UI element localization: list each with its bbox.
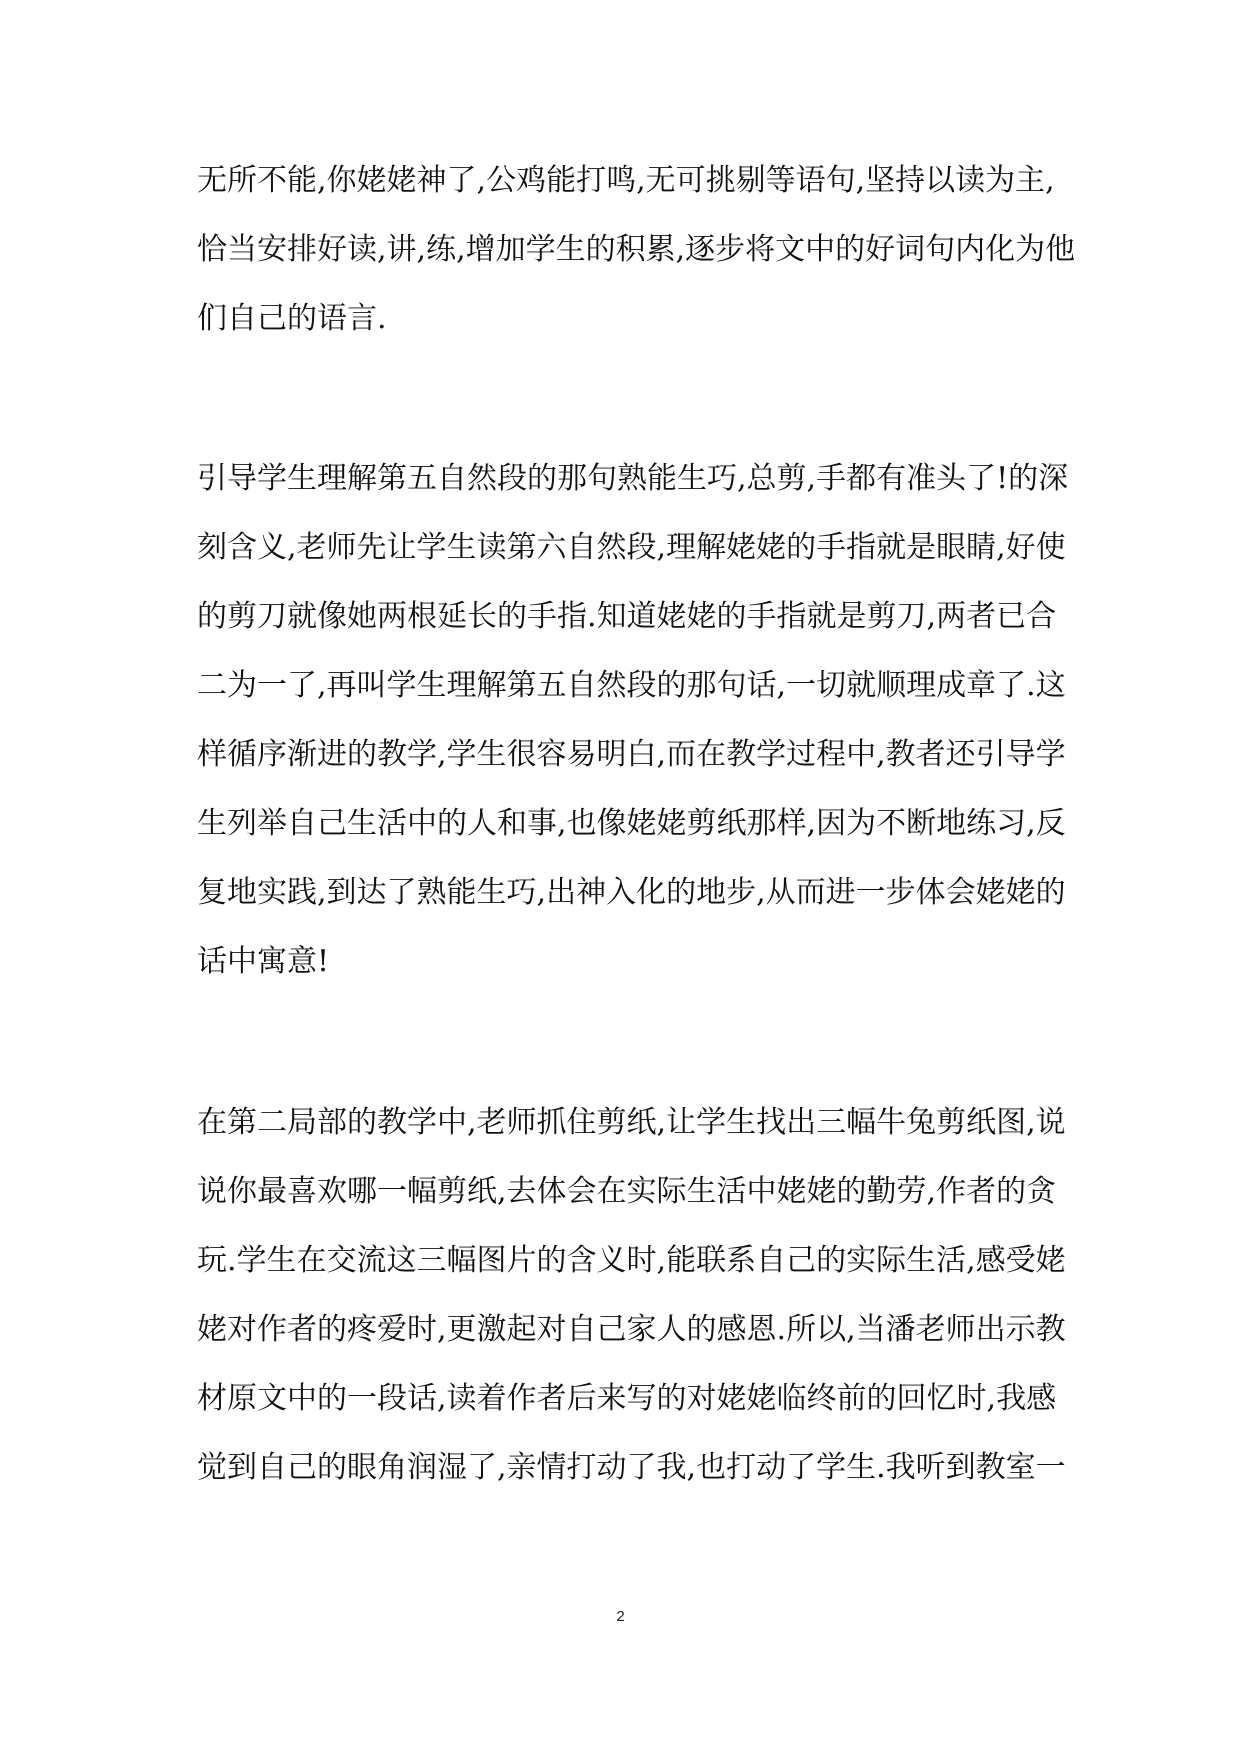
text-line: 引导学生理解第五自然段的那句熟能生巧,总剪,手都有准头了!的深: [197, 461, 1069, 496]
text-line: 说你最喜欢哪一幅剪纸,去体会在实际生活中姥姥的勤劳,作者的贪: [197, 1174, 1057, 1209]
text-line: 材原文中的一段话,读着作者后来写的对姥姥临终前的回忆时,我感: [197, 1381, 1057, 1416]
text-line: 二为一了,再叫学生理解第五自然段的那句话,一切就顺理成章了.这: [197, 668, 1066, 703]
text-line: 的剪刀就像她两根延长的手指.知道姥姥的手指就是剪刀,两者已合: [197, 599, 1057, 634]
page-number: 2: [616, 1608, 625, 1625]
text-line: 们自己的语言.: [197, 301, 387, 336]
text-line: 觉到自己的眼角润湿了,亲情打动了我,也打动了学生.我听到教室一: [197, 1450, 1066, 1485]
text-line: 姥对作者的疼爱时,更激起对自己家人的感恩.所以,当潘老师出示教: [197, 1312, 1066, 1347]
text-line: 话中寓意!: [197, 944, 330, 979]
text-line: 复地实践,到达了熟能生巧,出神入化的地步,从而进一步体会姥姥的: [197, 875, 1066, 910]
text-line: 生列举自己生活中的人和事,也像姥姥剪纸那样,因为不断地练习,反: [197, 806, 1066, 841]
text-line: 样循序渐进的教学,学生很容易明白,而在教学过程中,教者还引导学: [197, 737, 1066, 772]
text-line: 无所不能,你姥姥神了,公鸡能打鸣,无可挑剔等语句,坚持以读为主,: [197, 163, 1055, 198]
text-line: 恰当安排好读,讲,练,增加学生的积累,逐步将文中的好词句内化为他: [197, 232, 1076, 267]
text-line: 在第二局部的教学中,老师抓住剪纸,让学生找出三幅牛兔剪纸图,说: [197, 1105, 1066, 1140]
text-line: 玩.学生在交流这三幅图片的含义时,能联系自己的实际生活,感受姥: [197, 1243, 1066, 1278]
text-line: 刻含义,老师先让学生读第六自然段,理解姥姥的手指就是眼睛,好使: [197, 530, 1066, 565]
